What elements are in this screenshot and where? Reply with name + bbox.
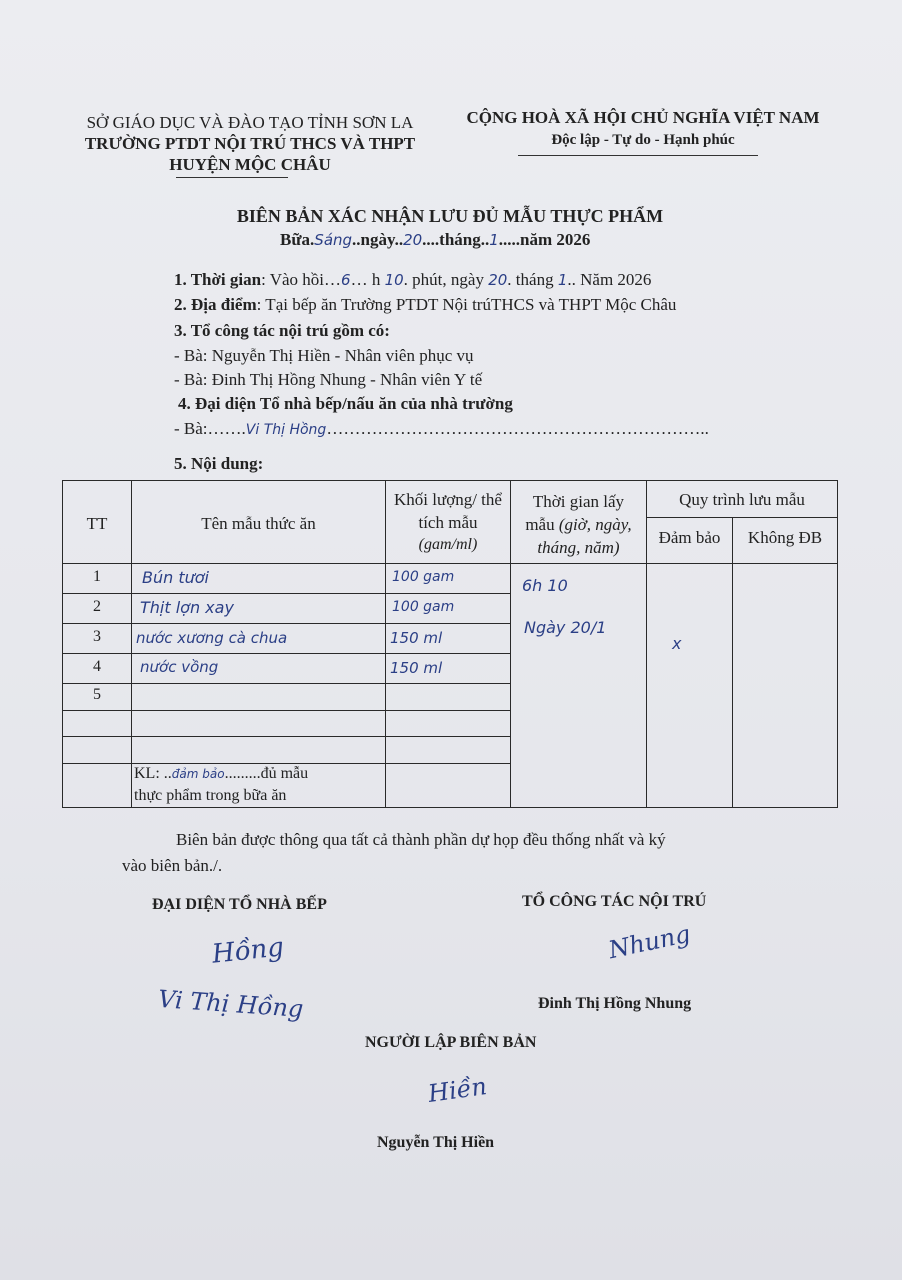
meal-value: Sáng <box>314 231 353 249</box>
table-row-5-qty <box>385 683 511 711</box>
item-location-label: 2. Địa điểm <box>174 295 257 314</box>
table-row-kl-tt <box>62 763 132 808</box>
th-notok-label: Không ĐB <box>747 528 823 547</box>
month-value: 1 <box>489 231 499 249</box>
national-title: CỘNG HOÀ XÃ HỘI CHỦ NGHĨA VIỆT NAM <box>466 108 820 127</box>
row-1-tt: 1 <box>93 568 101 585</box>
row-4-tt: 4 <box>93 658 101 675</box>
table-row-kl-qty <box>385 763 511 808</box>
closing-line-2: vào biên bản./. <box>122 856 223 875</box>
kl-value: đảm bảo <box>171 767 225 781</box>
sign-right-name: Đinh Thị Hồng Nhung <box>538 995 692 1012</box>
table-row-6-qty <box>385 710 511 737</box>
minute-value: 10 <box>384 271 404 289</box>
th-time-label-1: Thời gian lấy <box>532 492 625 511</box>
sign-right-title: TỔ CÔNG TÁC NỘI TRÚ <box>522 893 707 910</box>
item-time-label: 1. Thời gian <box>174 270 262 289</box>
table-row-7-qty <box>385 736 511 764</box>
item-time-h: … h <box>350 270 385 289</box>
sign-right-signature: Nhung <box>605 919 693 965</box>
document-subtitle <box>280 230 590 250</box>
table-row-7-name <box>131 736 386 764</box>
header-right <box>452 106 834 150</box>
thang-label: ....tháng.. <box>422 230 490 249</box>
header-right-underline <box>518 155 758 156</box>
kl-suffix: .........đủ mẫu <box>224 765 309 782</box>
item-time-text: : Vào hồi… <box>261 270 342 289</box>
item-location-text: : Tại bếp ăn Trường PTDT Nội trúTHCS và THPT Mộc Châu <box>256 295 677 314</box>
row-5-tt: 5 <box>93 686 101 703</box>
item-time-thang: . tháng <box>507 270 558 289</box>
kitchen-rep-name: Vi Thị Hồng <box>245 422 327 438</box>
day-value: 20 <box>403 231 423 249</box>
item-time <box>174 270 651 290</box>
row-2-qty: 100 gam <box>392 599 455 615</box>
th-time-label-3: tháng, năm) <box>537 538 620 557</box>
item-team-label: 3. Tổ công tác nội trú gồm có: <box>174 321 390 340</box>
item-content-label: 5. Nội dung: <box>174 454 264 473</box>
row-1-name: Bún tươi <box>142 568 209 587</box>
sign-bottom-name: Nguyễn Thị Hiền <box>377 1134 495 1151</box>
sign-bottom-signature: Hiền <box>426 1072 489 1108</box>
item-time-ngay: . phút, ngày <box>403 270 489 289</box>
sign-left-name: Vi Thị Hồng <box>157 984 305 1024</box>
item-day-value: 20 <box>488 271 508 289</box>
team-member-1: - Bà: Nguyễn Thị Hiền - Nhân viên phục vụ <box>174 346 474 365</box>
th-qty-label-1: Khối lượng/ thể <box>394 490 502 509</box>
row-2-name: Thịt lợn xay <box>140 598 234 617</box>
national-motto: Độc lập - Tự do - Hạnh phúc <box>551 132 735 148</box>
sign-bottom-title: NGƯỜI LẬP BIÊN BẢN <box>365 1034 537 1051</box>
th-qty-label-2: tích mẫu <box>418 513 478 532</box>
th-name-label: Tên mẫu thức ăn <box>201 514 316 533</box>
item-location <box>174 295 676 315</box>
table-row-7-tt <box>62 736 132 764</box>
district-name: HUYỆN MỘC CHÂU <box>169 155 331 174</box>
header-left-underline <box>176 177 288 178</box>
kl-prefix: KL: .. <box>134 765 172 782</box>
table-row-6-name <box>131 710 386 737</box>
bua-label: Bữa. <box>280 230 315 249</box>
kitchen-rep-line <box>174 419 709 439</box>
row-1-qty: 100 gam <box>392 569 455 585</box>
check-mark: x <box>672 634 682 653</box>
th-time-mau: mẫu <box>525 515 559 534</box>
table-row-5-name <box>131 683 386 711</box>
col-ok-body <box>646 563 733 808</box>
th-time-label-2 <box>510 515 647 535</box>
row-4-qty: 150 ml <box>390 659 443 677</box>
sample-table <box>62 480 838 808</box>
closing-line-1: Biên bản được thông qua tất cả thành phần dự họp đều thống nhất và ký <box>176 830 666 849</box>
col-notok-body <box>732 563 838 808</box>
kitchen-rep-prefix: - Bà:……. <box>174 419 246 438</box>
hour-value: 6 <box>341 271 351 289</box>
th-proc-label: Quy trình lưu mẫu <box>679 490 805 509</box>
th-time-paren: (giờ, ngày, <box>558 515 632 534</box>
sign-left-signature: Hồng <box>210 932 286 970</box>
team-member-2: - Bà: Đinh Thị Hồng Nhung - Nhân viên Y tế <box>174 370 483 389</box>
th-ok-label: Đảm bảo <box>658 528 721 547</box>
row-4-name: nước vồng <box>140 658 219 676</box>
th-tt-label: TT <box>86 514 108 533</box>
kl-line-1 <box>134 765 308 783</box>
document-title: BIÊN BẢN XÁC NHẬN LƯU ĐỦ MẪU THỰC PHẨM <box>236 206 664 226</box>
agency-name: SỞ GIÁO DỤC VÀ ĐÀO TẠO TỈNH SƠN LA <box>86 113 414 132</box>
table-row-6-tt <box>62 710 132 737</box>
ngay-label: ..ngày.. <box>352 230 404 249</box>
kl-line-2: thực phẩm trong bữa ăn <box>134 787 287 804</box>
row-2-tt: 2 <box>93 598 101 615</box>
sign-left-title: ĐẠI DIỆN TỔ NHÀ BẾP <box>152 896 327 913</box>
th-qty-label-3: (gam/ml) <box>418 536 478 553</box>
row-3-name: nước xương cà chua <box>136 629 288 647</box>
item-month-value: 1 <box>557 271 568 289</box>
school-name: TRƯỜNG PTDT NỘI TRÚ THCS VÀ THPT <box>84 134 416 153</box>
row-3-tt: 3 <box>93 628 101 645</box>
header-left <box>72 112 428 175</box>
nam-label: .....năm 2026 <box>498 230 591 249</box>
row-3-qty: 150 ml <box>390 629 443 647</box>
kitchen-rep-dots: ………………………………………………………….. <box>326 419 709 438</box>
col-time-body <box>510 563 647 808</box>
sample-time-date: Ngày 20/1 <box>524 618 607 637</box>
item-time-year: .. Năm 2026 <box>567 270 652 289</box>
sample-time-hour: 6h 10 <box>522 576 568 595</box>
item-kitchen-label: 4. Đại diện Tổ nhà bếp/nấu ăn của nhà trường <box>178 394 513 413</box>
